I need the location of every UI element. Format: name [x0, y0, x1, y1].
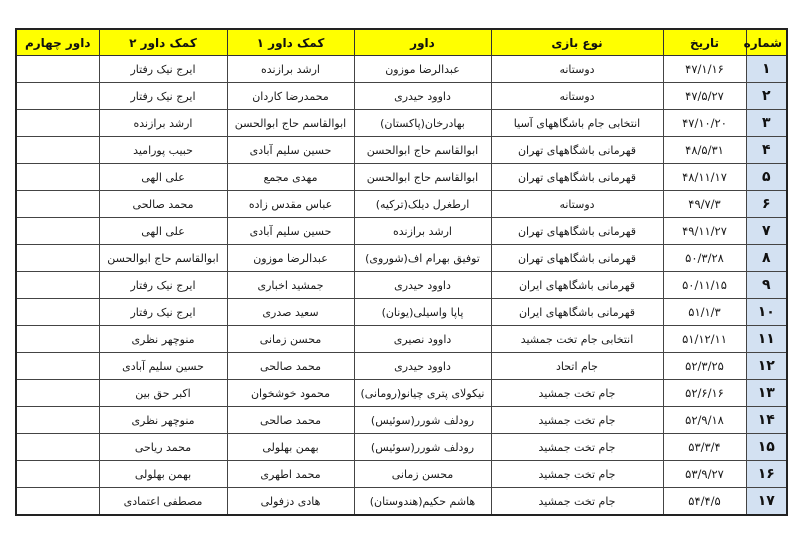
match-type: انتخابی جام تخت جمشید [491, 326, 663, 353]
fourth-official-name [16, 218, 99, 245]
assistant-2-name: محمد صالحی [99, 191, 227, 218]
assistant-2-name: حبیب پورامید [99, 137, 227, 164]
match-type: جام تخت جمشید [491, 488, 663, 516]
match-date: ۵۰/۱۱/۱۵ [663, 272, 746, 299]
referee-name: عبدالرضا موزون [354, 56, 491, 83]
referee-name: بهادرخان(پاکستان) [354, 110, 491, 137]
match-type: جام اتحاد [491, 353, 663, 380]
row-number: ۱۴ [746, 407, 787, 434]
row-number: ۳ [746, 110, 787, 137]
assistant-2-name: محمد ریاحی [99, 434, 227, 461]
referee-table-container [17, 28, 788, 516]
referee-name: پاپا واسیلی(یونان) [354, 299, 491, 326]
match-date: ۴۸/۱۱/۱۷ [663, 164, 746, 191]
referee-name: رودلف شورر(سوئیس) [354, 407, 491, 434]
referee-name: داوود حیدری [354, 353, 491, 380]
row-number: ۲ [746, 83, 787, 110]
assistant-1-name: عبدالرضا موزون [227, 245, 354, 272]
match-date: ۴۷/۵/۲۷ [663, 83, 746, 110]
row-number: ۱۷ [746, 488, 787, 516]
fourth-official-name [16, 326, 99, 353]
fourth-official-name [16, 56, 99, 83]
referee-name: توفیق بهرام اف(شوروی) [354, 245, 491, 272]
row-number: ۶ [746, 191, 787, 218]
fourth-official-name [16, 353, 99, 380]
assistant-1-name: محسن زمانی [227, 326, 354, 353]
match-date: ۴۹/۷/۳ [663, 191, 746, 218]
row-number: ۱۲ [746, 353, 787, 380]
assistant-1-name: هادی دزفولی [227, 488, 354, 516]
fourth-official-name [16, 245, 99, 272]
match-date: ۵۳/۹/۲۷ [663, 461, 746, 488]
match-type: دوستانه [491, 83, 663, 110]
table-row [16, 245, 787, 272]
assistant-2-name: منوچهر نظری [99, 326, 227, 353]
referee-name: هاشم حکیم(هندوستان) [354, 488, 491, 516]
assistant-1-name: حسین سلیم آبادی [227, 137, 354, 164]
header-assistant-2: کمک داور ۲ [99, 29, 227, 56]
referee-table [15, 28, 788, 516]
match-date: ۵۲/۹/۱۸ [663, 407, 746, 434]
match-type: قهرمانی باشگاههای تهران [491, 245, 663, 272]
referee-name: ابوالقاسم حاج ابوالحسن [354, 137, 491, 164]
row-number: ۵ [746, 164, 787, 191]
assistant-2-name: منوچهر نظری [99, 407, 227, 434]
assistant-1-name: محمد اطهری [227, 461, 354, 488]
fourth-official-name [16, 488, 99, 516]
table-row [16, 434, 787, 461]
row-number: ۱۳ [746, 380, 787, 407]
referee-name: داوود نصیری [354, 326, 491, 353]
match-date: ۴۹/۱۱/۲۷ [663, 218, 746, 245]
assistant-2-name: علی الهی [99, 218, 227, 245]
table-row [16, 380, 787, 407]
row-number: ۱۶ [746, 461, 787, 488]
header-referee: داور [354, 29, 491, 56]
assistant-1-name: سعید صدری [227, 299, 354, 326]
assistant-2-name: مصطفی اعتمادی [99, 488, 227, 516]
assistant-2-name: ایرج نیک رفتار [99, 272, 227, 299]
referee-name: داوود حیدری [354, 83, 491, 110]
table-row [16, 326, 787, 353]
assistant-1-name: جمشید اخباری [227, 272, 354, 299]
fourth-official-name [16, 83, 99, 110]
match-date: ۵۰/۳/۲۸ [663, 245, 746, 272]
match-date: ۵۲/۳/۲۵ [663, 353, 746, 380]
table-row [16, 299, 787, 326]
referee-name: رودلف شورر(سوئیس) [354, 434, 491, 461]
fourth-official-name [16, 380, 99, 407]
fourth-official-name [16, 164, 99, 191]
header-date: تاریخ [663, 29, 746, 56]
header-assistant-1: کمک داور ۱ [227, 29, 354, 56]
match-date: ۴۷/۱/۱۶ [663, 56, 746, 83]
assistant-1-name: مهدی مجمع [227, 164, 354, 191]
row-number: ۱۱ [746, 326, 787, 353]
table-row [16, 137, 787, 164]
match-date: ۴۸/۵/۳۱ [663, 137, 746, 164]
assistant-1-name: بهمن بهلولی [227, 434, 354, 461]
referee-name: داوود حیدری [354, 272, 491, 299]
match-type: قهرمانی باشگاههای تهران [491, 218, 663, 245]
assistant-2-name: اکبر حق بین [99, 380, 227, 407]
match-type: قهرمانی باشگاههای تهران [491, 164, 663, 191]
fourth-official-name [16, 137, 99, 164]
assistant-2-name: ایرج نیک رفتار [99, 299, 227, 326]
header-number: شماره [746, 29, 787, 56]
match-date: ۵۱/۱۲/۱۱ [663, 326, 746, 353]
match-type: دوستانه [491, 56, 663, 83]
assistant-2-name: علی الهی [99, 164, 227, 191]
match-type: جام تخت جمشید [491, 380, 663, 407]
table-row [16, 488, 787, 516]
table-row [16, 353, 787, 380]
fourth-official-name [16, 407, 99, 434]
referee-name: ارطغرل دیلک(ترکیه) [354, 191, 491, 218]
match-date: ۵۴/۴/۵ [663, 488, 746, 516]
match-date: ۵۱/۱/۳ [663, 299, 746, 326]
referee-name: ابوالقاسم حاج ابوالحسن [354, 164, 491, 191]
row-number: ۷ [746, 218, 787, 245]
table-row [16, 407, 787, 434]
match-type: قهرمانی باشگاههای ایران [491, 272, 663, 299]
table-row [16, 83, 787, 110]
table-row [16, 461, 787, 488]
table-body [16, 56, 787, 516]
match-date: ۴۷/۱۰/۲۰ [663, 110, 746, 137]
header-row [16, 29, 787, 56]
assistant-1-name: ابوالقاسم حاج ابوالحسن [227, 110, 354, 137]
assistant-2-name: بهمن بهلولی [99, 461, 227, 488]
match-type: انتخابی جام باشگاههای آسیا [491, 110, 663, 137]
referee-name: ارشد برازنده [354, 218, 491, 245]
row-number: ۸ [746, 245, 787, 272]
assistant-1-name: محمد صالحی [227, 353, 354, 380]
assistant-1-name: محمود خوشخوان [227, 380, 354, 407]
table-row [16, 191, 787, 218]
row-number: ۹ [746, 272, 787, 299]
table-row [16, 218, 787, 245]
table-row [16, 110, 787, 137]
match-type: قهرمانی باشگاههای تهران [491, 137, 663, 164]
fourth-official-name [16, 272, 99, 299]
header-match-type: نوع بازی [491, 29, 663, 56]
assistant-2-name: ایرج نیک رفتار [99, 56, 227, 83]
assistant-2-name: ایرج نیک رفتار [99, 83, 227, 110]
match-type: قهرمانی باشگاههای ایران [491, 299, 663, 326]
match-type: جام تخت جمشید [491, 461, 663, 488]
assistant-1-name: ارشد برازنده [227, 56, 354, 83]
fourth-official-name [16, 434, 99, 461]
referee-name: نیکولای پتری چیانو(رومانی) [354, 380, 491, 407]
match-type: دوستانه [491, 191, 663, 218]
match-date: ۵۲/۶/۱۶ [663, 380, 746, 407]
fourth-official-name [16, 110, 99, 137]
assistant-1-name: محمد صالحی [227, 407, 354, 434]
fourth-official-name [16, 461, 99, 488]
table-row [16, 56, 787, 83]
assistant-2-name: ابوالقاسم حاج ابوالحسن [99, 245, 227, 272]
referee-name: محسن زمانی [354, 461, 491, 488]
match-type: جام تخت جمشید [491, 407, 663, 434]
assistant-1-name: عباس مقدس زاده [227, 191, 354, 218]
table-row [16, 164, 787, 191]
row-number: ۱۰ [746, 299, 787, 326]
match-type: جام تخت جمشید [491, 434, 663, 461]
match-date: ۵۳/۳/۴ [663, 434, 746, 461]
fourth-official-name [16, 191, 99, 218]
table-row [16, 272, 787, 299]
assistant-1-name: حسین سلیم آبادی [227, 218, 354, 245]
row-number: ۱ [746, 56, 787, 83]
assistant-2-name: ارشد برازنده [99, 110, 227, 137]
row-number: ۱۵ [746, 434, 787, 461]
assistant-1-name: محمدرضا کاردان [227, 83, 354, 110]
header-fourth-official: داور چهارم [16, 29, 99, 56]
row-number: ۴ [746, 137, 787, 164]
assistant-2-name: حسین سلیم آبادی [99, 353, 227, 380]
fourth-official-name [16, 299, 99, 326]
